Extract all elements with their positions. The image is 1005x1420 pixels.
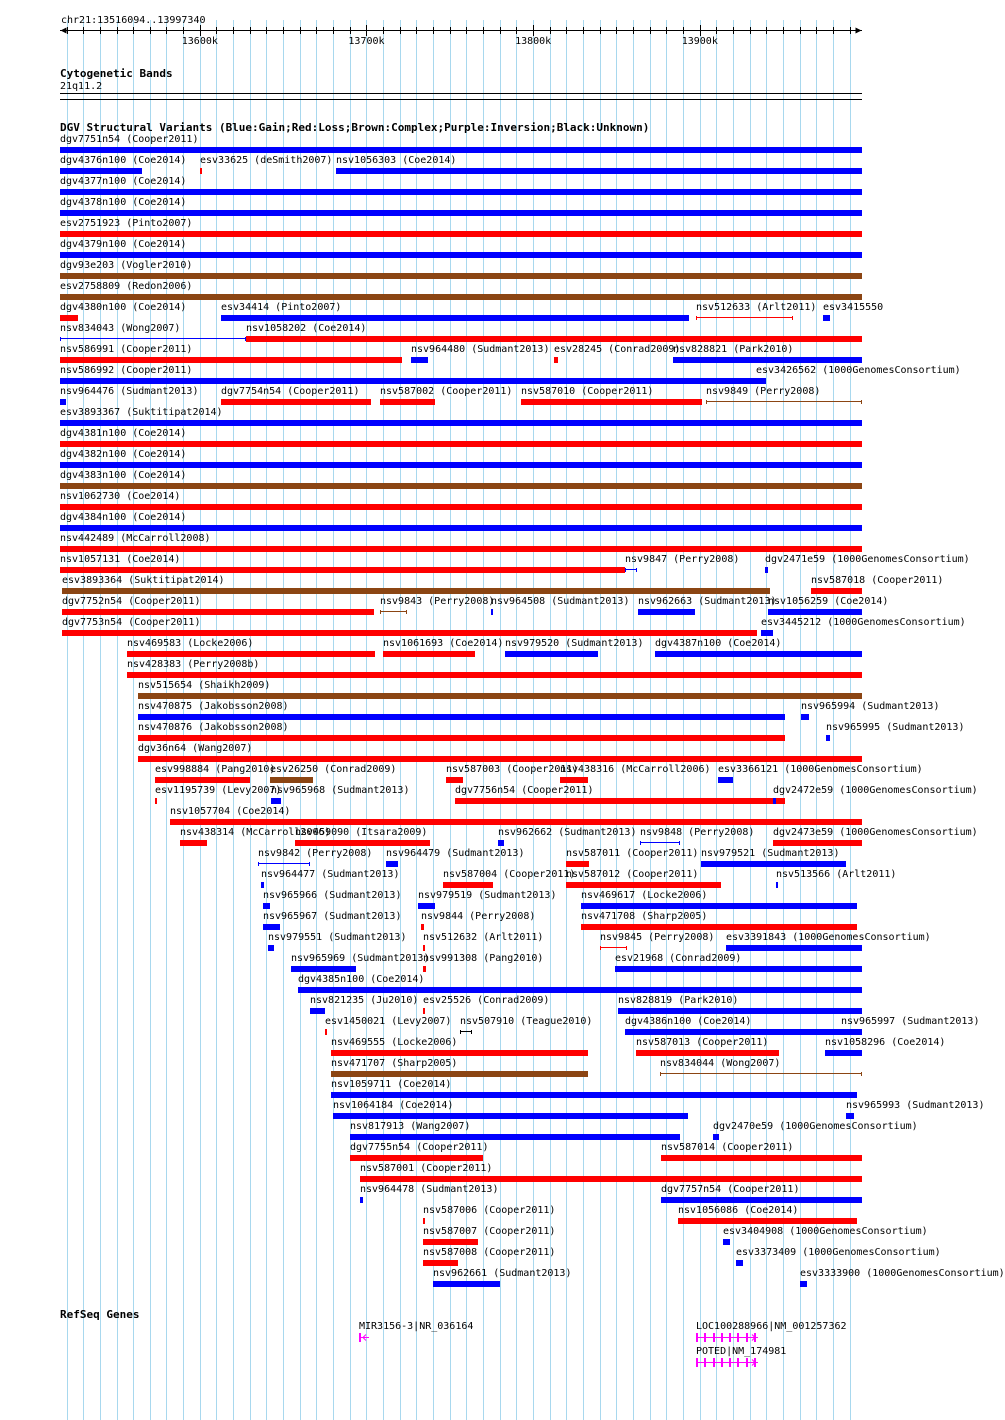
variant-label: nsv828819 (Park2010) — [618, 995, 739, 1006]
variant-label: nsv962662 (Sudmant2013) — [498, 827, 637, 838]
variant-bar[interactable] — [298, 987, 862, 993]
variant-label: dgv4383n100 (Coe2014) — [60, 470, 187, 481]
variant-label: nsv587008 (Cooper2011) — [423, 1247, 556, 1258]
variant-bar[interactable] — [423, 1239, 478, 1245]
variant-bar[interactable] — [155, 777, 250, 783]
variant-label: nsv9842 (Perry2008) — [258, 848, 373, 859]
variant-label: dgv7754n54 (Cooper2011) — [221, 386, 360, 397]
variant-label: nsv991308 (Pang2010) — [423, 953, 544, 964]
variant-bar[interactable] — [765, 567, 768, 573]
variant-label: nsv9844 (Perry2008) — [421, 911, 536, 922]
variant-bar[interactable] — [127, 672, 862, 678]
variant-label: nsv507910 (Teague2010) — [460, 1016, 593, 1027]
variant-label: nsv962661 (Sudmant2013) — [433, 1268, 572, 1279]
variant-bar[interactable] — [566, 882, 721, 888]
variant-bar[interactable] — [460, 1030, 472, 1034]
variant-label: nsv469583 (Locke2006) — [127, 638, 254, 649]
variant-label: dgv4378n100 (Coe2014) — [60, 197, 187, 208]
variant-label: nsv9847 (Perry2008) — [625, 554, 740, 565]
variant-bar[interactable] — [801, 714, 809, 720]
variant-bar[interactable] — [726, 945, 862, 951]
variant-bar[interactable] — [350, 1134, 680, 1140]
variant-label: dgv7757n54 (Cooper2011) — [661, 1184, 800, 1195]
variant-bar[interactable] — [127, 651, 375, 657]
variant-label: nsv587012 (Cooper2011) — [566, 869, 699, 880]
gene-exon — [737, 1358, 739, 1367]
variant-bar-line — [461, 1031, 471, 1032]
gene-model[interactable] — [696, 1333, 762, 1343]
variant-label: nsv965995 (Sudmant2013) — [826, 722, 965, 733]
variant-bar[interactable] — [331, 1050, 588, 1056]
gene-exon — [729, 1358, 731, 1367]
variant-label: nsv513566 (Arlt2011) — [776, 869, 897, 880]
variant-bar[interactable] — [421, 924, 424, 930]
variant-label: nsv962663 (Sudmant2013) — [638, 596, 777, 607]
variant-bar[interactable] — [271, 798, 281, 804]
variant-label: nsv1062730 (Coe2014) — [60, 491, 181, 502]
variant-bar[interactable] — [270, 777, 313, 783]
variant-bar[interactable] — [736, 1260, 743, 1266]
variant-label: nsv515654 (Shaikh2009) — [138, 680, 271, 691]
variant-bar[interactable] — [554, 357, 558, 363]
variant-label: dgv2470e59 (1000GenomesConsortium) — [713, 1121, 918, 1132]
variant-bar[interactable] — [696, 316, 793, 320]
variant-label: dgv4380n100 (Coe2014) — [60, 302, 187, 313]
variant-bar-line — [61, 338, 245, 339]
ruler-tick-label: 13600k — [181, 36, 218, 47]
variant-bar-line — [381, 611, 406, 612]
variant-bar[interactable] — [661, 1197, 862, 1203]
variant-label: esv3366121 (1000GenomesConsortium) — [718, 764, 923, 775]
variant-bar[interactable] — [433, 1281, 500, 1287]
variant-label: nsv587018 (Cooper2011) — [811, 575, 944, 586]
variant-bar[interactable] — [826, 735, 830, 741]
variant-label: esv3404908 (1000GenomesConsortium) — [723, 1226, 928, 1237]
variant-label: nsv1059711 (Coe2014) — [331, 1079, 452, 1090]
variant-bar[interactable] — [60, 210, 862, 216]
variant-bar[interactable] — [706, 400, 862, 404]
gene-exon — [704, 1358, 706, 1367]
variant-bar[interactable] — [423, 1008, 425, 1014]
variant-label: nsv471707 (Sharp2005) — [331, 1058, 458, 1069]
variant-label: nsv964477 (Sudmant2013) — [261, 869, 400, 880]
variant-bar[interactable] — [221, 399, 371, 405]
gene-exon — [729, 1333, 731, 1342]
variant-label: esv3333900 (1000GenomesConsortium) — [800, 1268, 1005, 1279]
variant-label: nsv587011 (Cooper2011) — [566, 848, 699, 859]
gene-exon — [359, 1333, 361, 1342]
variant-label: dgv2471e59 (1000GenomesConsortium) — [765, 554, 970, 565]
variant-bar[interactable] — [60, 357, 402, 363]
variant-label: dgv93e203 (Vogler2010) — [60, 260, 193, 271]
variant-label: nsv965968 (Sudmant2013) — [271, 785, 410, 796]
variant-bar[interactable] — [246, 336, 862, 342]
variant-bar[interactable] — [841, 1029, 862, 1035]
variant-label: nsv587010 (Cooper2011) — [521, 386, 654, 397]
variant-bar[interactable] — [713, 1134, 719, 1140]
variant-label: esv998884 (Pang2010) — [155, 764, 276, 775]
variant-bar[interactable] — [600, 946, 627, 950]
variant-label: esv3373409 (1000GenomesConsortium) — [736, 1247, 941, 1258]
variant-bar[interactable] — [423, 1218, 425, 1224]
variant-bar[interactable] — [383, 651, 475, 657]
variant-bar[interactable] — [60, 378, 756, 384]
ruler-tick-label: 13700k — [348, 36, 385, 47]
variant-label: dgv2472e59 (1000GenomesConsortium) — [773, 785, 978, 796]
gene-label: POTED|NM_174981 — [696, 1346, 787, 1357]
variant-bar[interactable] — [60, 315, 78, 321]
variant-label: nsv9845 (Perry2008) — [600, 932, 715, 943]
variant-bar[interactable] — [581, 924, 857, 930]
variant-bar[interactable] — [673, 357, 862, 363]
variant-label: nsv470875 (Jakobsson2008) — [138, 701, 289, 712]
variant-bar[interactable] — [423, 945, 425, 951]
variant-label: nsv469617 (Locke2006) — [581, 890, 708, 901]
variant-bar[interactable] — [200, 168, 202, 174]
variant-bar[interactable] — [423, 1260, 458, 1266]
variant-label: nsv469555 (Locke2006) — [331, 1037, 458, 1048]
variant-label: nsv964508 (Sudmant2013) — [491, 596, 630, 607]
variant-label: nsv587001 (Cooper2011) — [360, 1163, 493, 1174]
variant-label: dgv2473e59 (1000GenomesConsortium) — [773, 827, 978, 838]
variant-bar[interactable] — [60, 252, 862, 258]
variant-label: esv33625 (deSmith2007) — [200, 155, 333, 166]
variant-label: nsv1058202 (Coe2014) — [246, 323, 367, 334]
variant-label: dgv7755n54 (Cooper2011) — [350, 1142, 489, 1153]
variant-bar[interactable] — [60, 294, 862, 300]
variant-bar[interactable] — [625, 1029, 842, 1035]
variant-bar[interactable] — [138, 735, 785, 741]
variant-label: nsv1058296 (Coe2014) — [825, 1037, 946, 1048]
variant-label: esv3391843 (1000GenomesConsortium) — [726, 932, 931, 943]
variant-label: nsv587002 (Cooper2011) — [380, 386, 513, 397]
variant-bar[interactable] — [443, 882, 493, 888]
variant-bar[interactable] — [170, 819, 862, 825]
variant-bar-line — [641, 842, 679, 843]
variant-bar[interactable] — [60, 399, 66, 405]
variant-bar[interactable] — [491, 609, 493, 615]
variant-bar[interactable] — [418, 903, 435, 909]
variant-label: dgv4385n100 (Coe2014) — [298, 974, 425, 985]
variant-bar[interactable] — [180, 840, 207, 846]
variant-bar[interactable] — [258, 862, 310, 866]
variant-label: esv34414 (Pinto2007) — [221, 302, 342, 313]
variant-bar[interactable] — [60, 567, 625, 573]
gene-exon — [746, 1333, 748, 1342]
cytoband-title: Cytogenetic Bands — [60, 67, 173, 80]
gene-model[interactable] — [359, 1333, 373, 1343]
variant-bar[interactable] — [331, 1092, 857, 1098]
position-label: chr21:13516094..13997340 — [61, 15, 206, 26]
variant-bar[interactable] — [581, 903, 857, 909]
variant-bar[interactable] — [263, 903, 270, 909]
variant-bar[interactable] — [268, 945, 274, 951]
gene-exon — [696, 1358, 698, 1367]
variant-bar[interactable] — [360, 1197, 363, 1203]
variant-bar-line — [661, 1073, 861, 1074]
variant-label: dgv7756n54 (Cooper2011) — [455, 785, 594, 796]
gene-exon — [696, 1333, 698, 1342]
variant-bar[interactable] — [350, 1155, 483, 1161]
variant-label: nsv587006 (Cooper2011) — [423, 1205, 556, 1216]
variant-label: nsv965994 (Sudmant2013) — [801, 701, 940, 712]
variant-bar[interactable] — [60, 168, 142, 174]
gene-exon — [721, 1333, 723, 1342]
variant-label: nsv586992 (Cooper2011) — [60, 365, 193, 376]
variant-bar[interactable] — [446, 777, 463, 783]
variant-bar[interactable] — [380, 610, 407, 614]
variant-label: nsv1056259 (Coe2014) — [768, 596, 889, 607]
variant-label: dgv4377n100 (Coe2014) — [60, 176, 187, 187]
variant-label: esv26250 (Conrad2009) — [270, 764, 397, 775]
variant-bar-line — [259, 863, 309, 864]
variant-bar[interactable] — [566, 861, 589, 867]
variant-label: nsv587013 (Cooper2011) — [636, 1037, 769, 1048]
variant-bar[interactable] — [655, 651, 862, 657]
variant-label: nsv9843 (Perry2008) — [380, 596, 495, 607]
variant-label: nsv965967 (Sudmant2013) — [263, 911, 402, 922]
variant-bar[interactable] — [60, 420, 862, 426]
variant-label: nsv965966 (Sudmant2013) — [263, 890, 402, 901]
variant-bar[interactable] — [718, 777, 733, 783]
variant-bar[interactable] — [138, 756, 862, 762]
variant-label: nsv459090 (Itsara2009) — [295, 827, 428, 838]
variant-bar[interactable] — [60, 231, 862, 237]
variant-bar-line — [707, 401, 861, 402]
variant-bar[interactable] — [60, 189, 862, 195]
variant-bar[interactable] — [291, 966, 356, 972]
variant-label: dgv4376n100 (Coe2014) — [60, 155, 187, 166]
variant-bar[interactable] — [60, 147, 862, 153]
variant-bar[interactable] — [678, 1218, 857, 1224]
variant-bar[interactable] — [560, 777, 588, 783]
variant-label: nsv821235 (Ju2010) — [310, 995, 419, 1006]
variant-bar[interactable] — [615, 966, 862, 972]
variant-label: esv3415550 — [823, 302, 884, 313]
variant-label: nsv834043 (Wong2007) — [60, 323, 181, 334]
variant-bar[interactable] — [60, 273, 862, 279]
variant-label: nsv965993 (Sudmant2013) — [846, 1100, 985, 1111]
variant-bar[interactable] — [62, 609, 374, 615]
variant-label: esv3426562 (1000GenomesConsortium) — [756, 365, 961, 376]
variant-bar[interactable] — [60, 525, 862, 531]
variant-bar[interactable] — [138, 693, 862, 699]
variant-label: nsv428383 (Perry2008b) — [127, 659, 260, 670]
variant-label: nsv817913 (Wang2007) — [350, 1121, 471, 1132]
variant-bar[interactable] — [640, 841, 680, 845]
variant-label: nsv979551 (Sudmant2013) — [268, 932, 407, 943]
variant-label: nsv9849 (Perry2008) — [706, 386, 821, 397]
variant-bar[interactable] — [62, 630, 757, 636]
variant-label: dgv4379n100 (Coe2014) — [60, 239, 187, 250]
variant-bar[interactable] — [333, 1113, 688, 1119]
variant-label: nsv1061693 (Coe2014) — [383, 638, 504, 649]
variant-label: nsv1056086 (Coe2014) — [678, 1205, 799, 1216]
variant-bar[interactable] — [761, 630, 773, 636]
gene-exon — [721, 1358, 723, 1367]
variant-bar-line — [697, 317, 792, 318]
variant-label: esv21968 (Conrad2009) — [615, 953, 742, 964]
variant-label: nsv965997 (Sudmant2013) — [841, 1016, 980, 1027]
variant-bar[interactable] — [625, 568, 637, 572]
variant-label: nsv512632 (Arlt2011) — [423, 932, 544, 943]
variant-label: nsv9848 (Perry2008) — [640, 827, 755, 838]
variant-label: nsv442489 (McCarroll2008) — [60, 533, 211, 544]
variant-bar[interactable] — [660, 1072, 862, 1076]
variant-label: dgv4381n100 (Coe2014) — [60, 428, 187, 439]
variant-label: nsv1057131 (Coe2014) — [60, 554, 181, 565]
refseq-track-title: RefSeq Genes — [60, 1308, 140, 1321]
variant-label: nsv512633 (Arlt2011) — [696, 302, 817, 313]
variant-label: nsv1057704 (Coe2014) — [170, 806, 291, 817]
variant-label: esv2758809 (Redon2006) — [60, 281, 193, 292]
variant-bar[interactable] — [756, 378, 766, 384]
variant-label: nsv964479 (Sudmant2013) — [386, 848, 525, 859]
variant-label: nsv834044 (Wong2007) — [660, 1058, 781, 1069]
dgv-track-title: DGV Structural Variants (Blue:Gain;Red:Loss;Brown:Complex;Purple:Inversion;Black:Unknown) — [60, 121, 650, 134]
variant-label: nsv965969 (Sudmant2013) — [291, 953, 430, 964]
variant-label: nsv438314 (McCarroll2006) — [180, 827, 331, 838]
variant-bar[interactable] — [261, 882, 264, 888]
variant-label: dgv7752n54 (Cooper2011) — [62, 596, 201, 607]
variant-bar-line — [626, 569, 636, 570]
variant-bar[interactable] — [638, 609, 695, 615]
gene-exon — [704, 1333, 706, 1342]
variant-label: dgv4386n100 (Coe2014) — [625, 1016, 752, 1027]
variant-label: nsv587004 (Cooper2011) — [443, 869, 576, 880]
variant-bar[interactable] — [60, 504, 862, 510]
variant-label: nsv471708 (Sharp2005) — [581, 911, 708, 922]
variant-label: dgv4387n100 (Coe2014) — [655, 638, 782, 649]
ruler-tick-label: 13800k — [515, 36, 552, 47]
variant-label: nsv828821 (Park2010) — [673, 344, 794, 355]
variant-bar[interactable] — [773, 798, 776, 804]
variant-label: nsv438316 (McCarroll2006) — [560, 764, 711, 775]
variant-bar[interactable] — [331, 1071, 588, 1077]
variant-bar[interactable] — [336, 168, 862, 174]
variant-bar[interactable] — [60, 483, 862, 489]
variant-label: nsv979519 (Sudmant2013) — [418, 890, 557, 901]
gene-exon — [713, 1358, 715, 1367]
variant-bar[interactable] — [380, 399, 435, 405]
variant-bar[interactable] — [846, 1113, 854, 1119]
variant-bar[interactable] — [823, 315, 830, 321]
variant-label: nsv470876 (Jakobsson2008) — [138, 722, 289, 733]
variant-label: dgv7753n54 (Cooper2011) — [62, 617, 201, 628]
variant-bar-line — [601, 947, 626, 948]
variant-bar[interactable] — [505, 651, 598, 657]
variant-label: esv3893364 (Suktitipat2014) — [62, 575, 225, 586]
ruler-tick-label: 13900k — [681, 36, 718, 47]
variant-label: nsv964478 (Sudmant2013) — [360, 1184, 499, 1195]
variant-bar[interactable] — [723, 1239, 730, 1245]
variant-bar[interactable] — [263, 924, 280, 930]
variant-bar[interactable] — [60, 337, 246, 341]
variant-bar[interactable] — [60, 441, 862, 447]
variant-label: nsv964480 (Sudmant2013) — [411, 344, 550, 355]
variant-bar[interactable] — [60, 462, 862, 468]
variant-label: nsv587014 (Cooper2011) — [661, 1142, 794, 1153]
variant-label: nsv1064184 (Coe2014) — [333, 1100, 454, 1111]
variant-bar[interactable] — [498, 840, 504, 846]
variant-bar[interactable] — [62, 588, 770, 594]
variant-bar[interactable] — [295, 840, 430, 846]
variant-label: nsv587003 (Cooper2011) — [446, 764, 579, 775]
cytoband-label: 21q11.2 — [60, 81, 103, 92]
variant-bar[interactable] — [60, 546, 862, 552]
variant-bar[interactable] — [800, 1281, 807, 1287]
variant-bar[interactable] — [155, 798, 157, 804]
variant-label: esv1450021 (Levy2007) — [325, 1016, 452, 1027]
gene-exon — [737, 1333, 739, 1342]
variant-label: dgv4382n100 (Coe2014) — [60, 449, 187, 460]
variant-label: dgv4384n100 (Coe2014) — [60, 512, 187, 523]
gene-model[interactable] — [696, 1358, 762, 1368]
variant-label: esv25526 (Conrad2009) — [423, 995, 550, 1006]
variant-bar[interactable] — [386, 861, 398, 867]
variant-bar[interactable] — [455, 798, 785, 804]
variant-bar[interactable] — [825, 1050, 862, 1056]
variant-label: nsv586991 (Cooper2011) — [60, 344, 193, 355]
variant-bar[interactable] — [701, 861, 846, 867]
variant-label: dgv36n64 (Wang2007) — [138, 743, 253, 754]
variant-label: nsv964476 (Sudmant2013) — [60, 386, 199, 397]
variant-label: nsv979521 (Sudmant2013) — [701, 848, 840, 859]
variant-label: esv3893367 (Suktitipat2014) — [60, 407, 223, 418]
gene-exon — [746, 1358, 748, 1367]
variant-bar[interactable] — [521, 399, 702, 405]
variant-bar[interactable] — [776, 882, 778, 888]
variant-bar[interactable] — [636, 1050, 779, 1056]
variant-label: nsv1056303 (Coe2014) — [336, 155, 457, 166]
variant-bar[interactable] — [768, 609, 862, 615]
variant-label: nsv979520 (Sudmant2013) — [505, 638, 644, 649]
variant-bar[interactable] — [773, 840, 862, 846]
variant-bar[interactable] — [221, 315, 689, 321]
gene-label: MIR3156-3|NR_036164 — [359, 1321, 474, 1332]
variant-bar[interactable] — [325, 1029, 327, 1035]
gene-label: LOC100288966|NM_001257362 — [696, 1321, 847, 1332]
variant-bar[interactable] — [138, 714, 785, 720]
variant-label: esv28245 (Conrad2009) — [554, 344, 681, 355]
variant-bar[interactable] — [411, 357, 428, 363]
variant-label: esv3445212 (1000GenomesConsortium) — [761, 617, 966, 628]
variant-label: esv1195739 (Levy2007) — [155, 785, 282, 796]
variant-label: dgv7751n54 (Cooper2011) — [60, 134, 199, 145]
gene-exon — [713, 1333, 715, 1342]
variant-bar[interactable] — [360, 1176, 862, 1182]
variant-label: nsv587007 (Cooper2011) — [423, 1226, 556, 1237]
variant-bar[interactable] — [423, 966, 426, 972]
variant-label: esv2751923 (Pinto2007) — [60, 218, 193, 229]
variant-bar[interactable] — [618, 1008, 862, 1014]
variant-bar[interactable] — [661, 1155, 862, 1161]
variant-bar[interactable] — [310, 1008, 325, 1014]
variant-bar[interactable] — [811, 588, 862, 594]
